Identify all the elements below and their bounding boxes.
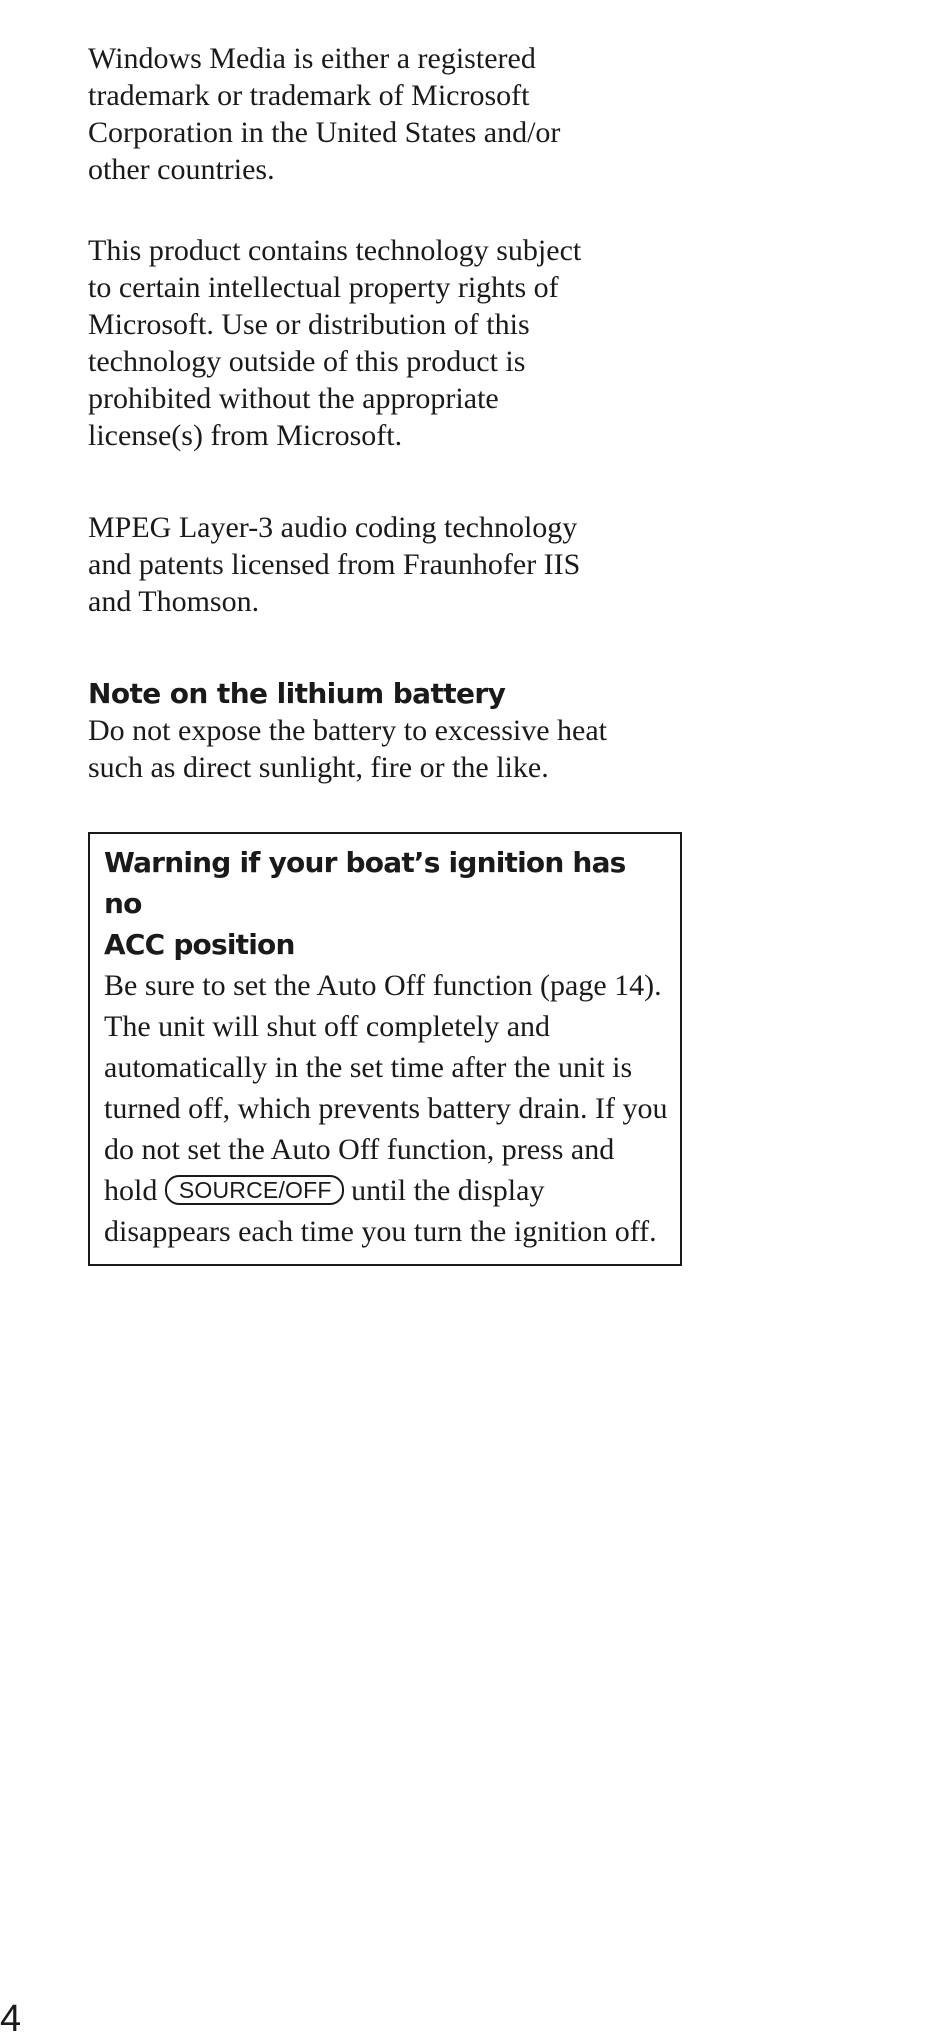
- battery-note-heading: Note on the lithium battery: [88, 677, 506, 710]
- warning-box: [88, 832, 682, 1266]
- warning-body: [104, 965, 668, 1252]
- page-number: 4: [0, 1998, 22, 2040]
- source-off-button-label: SOURCE/OFF: [165, 1175, 344, 1205]
- battery-note-body: Do not expose the battery to excessive heat such as direct sunlight, fire or the like.: [88, 714, 607, 784]
- microsoft-ip-paragraph: This product contains technology subject to certain intellectual property rights of Microsoft. Use or distribution of this technology outside of this product is prohibited without the appropriate license(s) from Microsoft.: [88, 234, 582, 452]
- windows-media-trademark-paragraph: Windows Media is either a registered trademark or trademark of Microsoft Corporation in the United States and/or other countries.: [88, 42, 561, 186]
- warning-body-text-after: until the display disappears each time you turn the ignition off.: [104, 1174, 657, 1248]
- warning-title: Warning if your boat’s ignition has no ACC position: [104, 846, 626, 961]
- warning-body-text-before: Be sure to set the Auto Off function (page 14). The unit will shut off completely and automatically in the set time after the unit is turned off, which prevents battery drain. If you do not set the Auto Off function, press and hold: [104, 969, 668, 1207]
- battery-note-section: [88, 675, 688, 786]
- mpeg-license-paragraph: MPEG Layer-3 audio coding technology and patents licensed from Fraunhofer IIS and Thomson.: [88, 511, 581, 618]
- page-content: [88, 40, 688, 1266]
